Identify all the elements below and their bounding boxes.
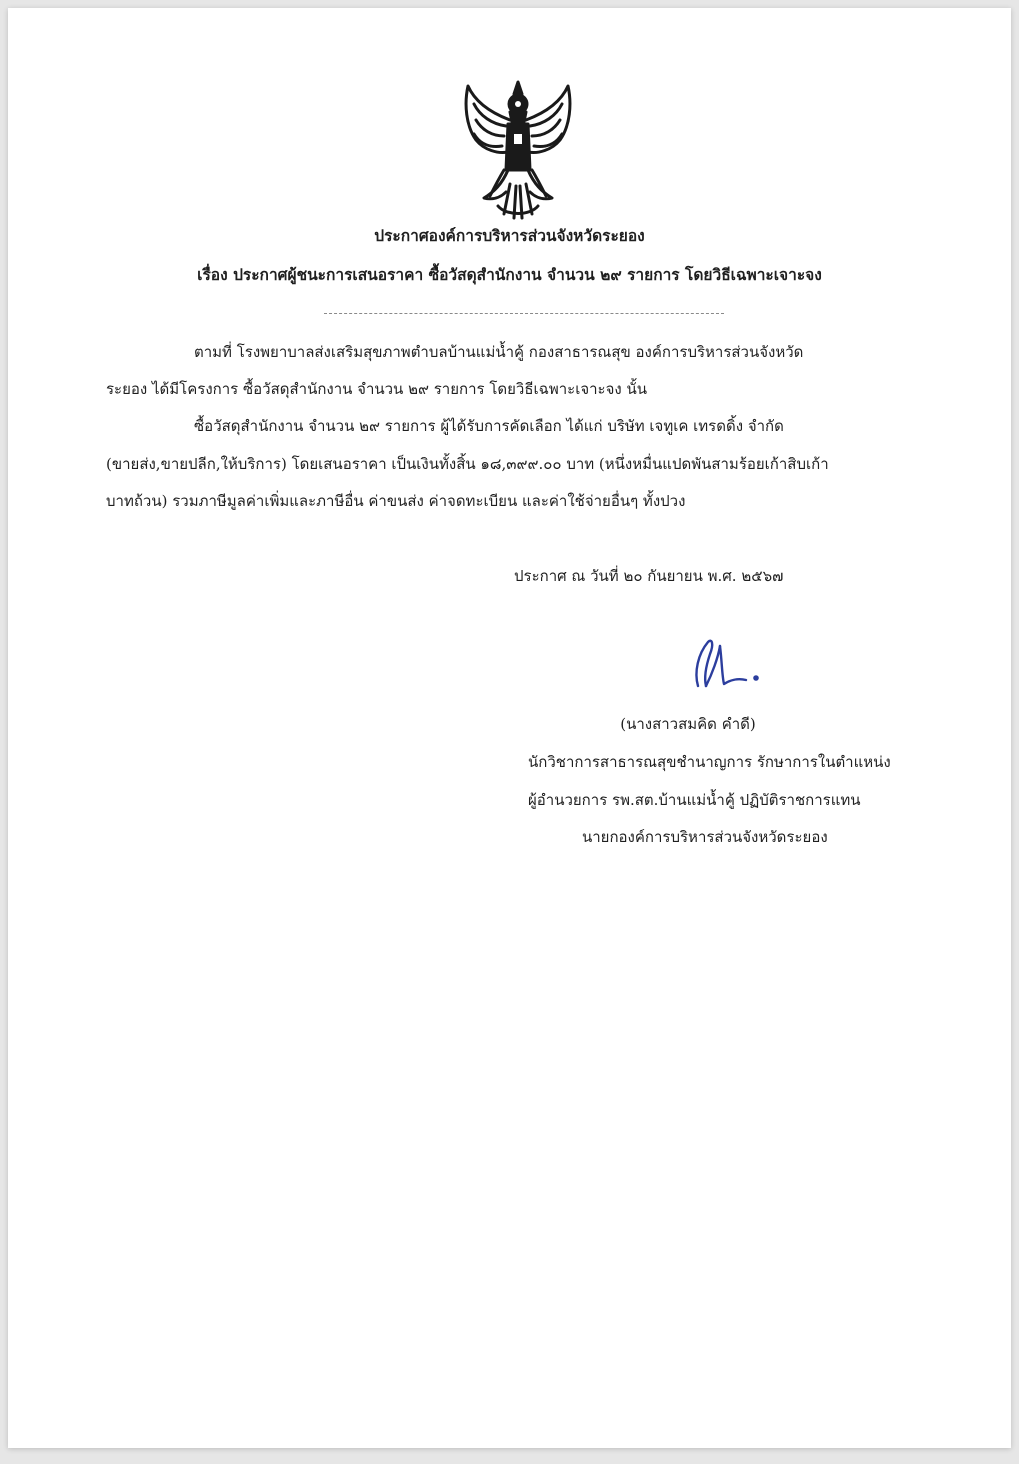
paragraph-1-line-1: ตามที่ โรงพยาบาลส่งเสริมสุขภาพตำบลบ้านแม่น้ำคู้ กองสาธารณสุข องค์การบริหารส่วนจังหวัด <box>194 343 804 361</box>
signatory-position-line-3: นายกองค์การบริหารส่วนจังหวัดระยอง <box>582 828 828 846</box>
paragraph-2-line-2: (ขายส่ง,ขายปลีก,ให้บริการ) โดยเสนอราคา เป็นเงินทั้งสิ้น ๑๘,๓๙๙.๐๐ บาท (หนึ่งหมื่นแปดพันสามร้อยเก้าสิบเก้า <box>106 455 829 473</box>
announcement-date: ประกาศ ณ วันที่ ๒๐ กันยายน พ.ศ. ๒๕๖๗ <box>514 567 784 585</box>
document-subject: เรื่อง ประกาศผู้ชนะการเสนอราคา ซื้อวัสดุสำนักงาน จำนวน ๒๙ รายการ โดยวิธีเฉพาะเจาะจง <box>197 265 822 284</box>
title-divider <box>324 313 724 314</box>
document-title: ประกาศองค์การบริหารส่วนจังหวัดระยอง <box>374 226 645 245</box>
signatory-name: (นางสาวสมคิด คำดี) <box>620 715 756 733</box>
garuda-emblem-icon <box>454 74 582 224</box>
signatory-position-line-1: นักวิชาการสาธารณสุขชำนาญการ รักษาการในตำแหน่ง <box>528 753 891 771</box>
signatory-position-line-2: ผู้อำนวยการ รพ.สต.บ้านแม่น้ำคู้ ปฏิบัติราชการแทน <box>528 791 861 809</box>
document-page <box>8 8 1011 1448</box>
handwritten-signature <box>684 628 774 698</box>
paragraph-2-line-3: บาทถ้วน) รวมภาษีมูลค่าเพิ่มและภาษีอื่น ค่าขนส่ง ค่าจดทะเบียน และค่าใช้จ่ายอื่นๆ ทั้งปวง <box>106 492 686 510</box>
paragraph-2-line-1: ซื้อวัสดุสำนักงาน จำนวน ๒๙ รายการ ผู้ได้รับการคัดเลือก ได้แก่ บริษัท เจทูเค เทรดดิ้ง จำกัด <box>194 417 784 435</box>
paragraph-1-line-2: ระยอง ได้มีโครงการ ซื้อวัสดุสำนักงาน จำนวน ๒๙ รายการ โดยวิธีเฉพาะเจาะจง นั้น <box>106 380 647 398</box>
